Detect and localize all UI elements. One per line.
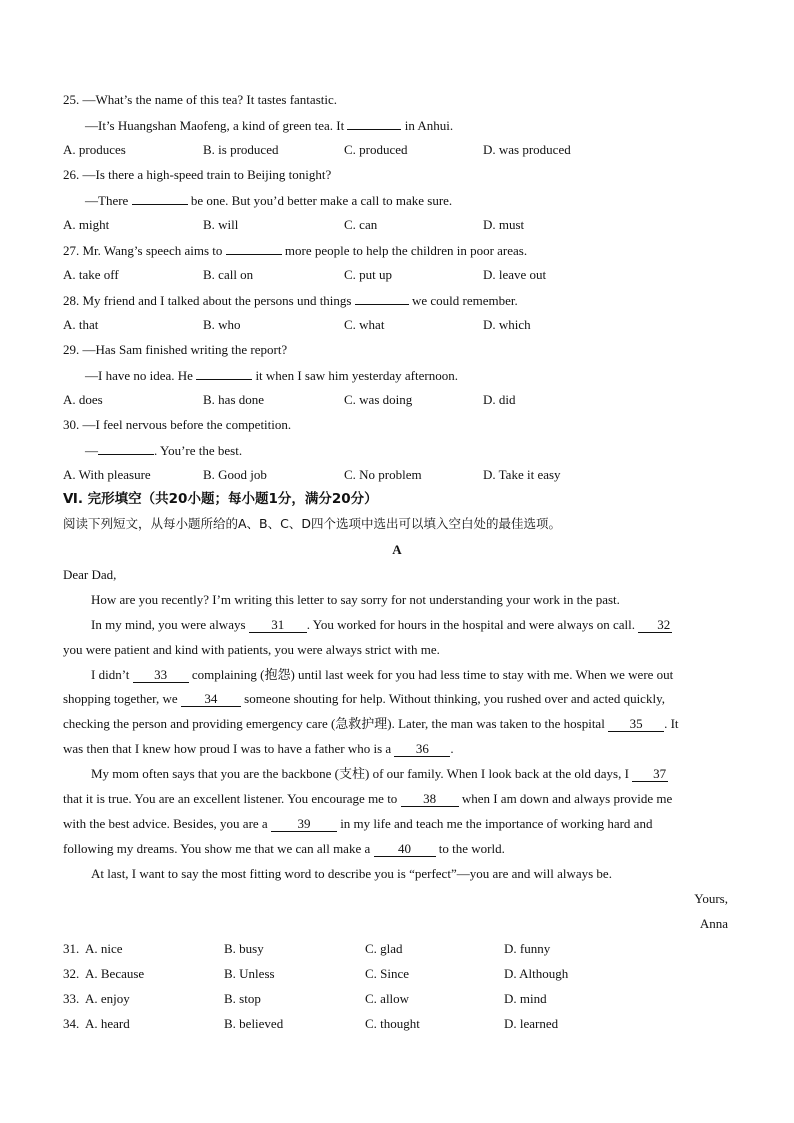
question-number: 26. [63,167,80,182]
letter-paragraph-3-line-1 [91,667,673,683]
question-30-reply [85,442,242,459]
option-a[interactable]: A. enjoy [85,991,130,1006]
cloze-blank-39[interactable]: 39 [271,817,337,832]
option-c[interactable]: C. can [344,217,378,232]
option-a[interactable]: A. nice [85,941,123,956]
question-number: 27. [63,243,80,258]
letter-paragraph-4-line-1 [91,766,668,782]
cloze-blank-37[interactable]: 37 [632,767,668,782]
option-d[interactable]: D. funny [504,941,551,956]
option-b[interactable]: B. busy [224,941,264,956]
question-text: be one. But you’d better make a call to make sure. [190,193,453,208]
question-text: . You’re the best. [154,443,243,458]
option-a[interactable]: A. might [63,217,110,232]
option-b[interactable]: B. stop [224,991,261,1006]
option-a[interactable]: A. With pleasure [63,467,151,482]
question-text: in Anhui. [404,118,454,133]
letter-paragraph-3-line-4 [63,741,454,757]
option-d[interactable]: D. was produced [483,142,571,157]
question-text: —I have no idea. He [85,368,197,383]
question-26-stem: 26. —Is there a high-speed train to Beijing tonight? [63,167,332,182]
letter-text: . You worked for hours in the hospital and were always on call. [306,617,639,632]
letter-paragraph-2-line-1 [91,617,672,633]
letter-paragraph-4-line-3 [63,816,652,832]
option-b[interactable]: B. will [203,217,239,232]
answer-blank [132,192,188,205]
option-a[interactable]: A. heard [85,1016,130,1031]
question-text: Mr. Wang’s speech aims to [82,243,226,258]
option-d[interactable]: D. must [483,217,525,232]
option-c[interactable]: C. No problem [344,467,422,482]
question-text: more people to help the children in poor areas. [284,243,528,258]
letter-paragraph-3-line-3 [63,716,679,732]
option-d[interactable]: D. did [483,392,516,407]
question-25-stem [63,92,337,108]
letter-greeting: Dear Dad, [63,567,117,582]
option-d[interactable]: D. learned [504,1016,559,1031]
question-29-stem [63,342,287,358]
option-a[interactable]: A. that [63,317,99,332]
letter-text: . [450,741,454,756]
question-text: it when I saw him yesterday afternoon. [255,368,458,383]
option-b[interactable]: B. is produced [203,142,279,157]
cloze-question-number: 31. [63,941,80,956]
question-text: —It’s Huangshan Maofeng, a kind of green tea. It [85,118,348,133]
option-a[interactable]: A. take off [63,267,119,282]
question-number: 29. [63,342,80,357]
option-a[interactable]: A. produces [63,142,126,157]
letter-text: when I am down and always provide me [458,791,673,806]
letter-paragraph-4-line-4 [63,841,505,857]
option-c[interactable]: C. was doing [344,392,413,407]
letter-text: with the best advice. Besides, you are a [63,816,271,831]
question-29-reply [85,367,458,384]
question-text: we could remember. [411,293,518,308]
option-d[interactable]: D. Take it easy [483,467,561,482]
option-c[interactable]: C. produced [344,142,408,157]
question-27-stem [63,242,527,259]
option-d[interactable]: D. mind [504,991,547,1006]
question-30-stem [63,417,291,433]
option-c[interactable]: C. Since [365,966,410,981]
option-c[interactable]: C. allow [365,991,410,1006]
section-instruction: 阅读下列短文，从每小题所给的A、B、C、D四个选项中选出可以填入空白处的最佳选项。 [63,516,561,531]
cloze-blank-33[interactable]: 33 [133,668,189,683]
answer-blank [355,292,409,305]
option-d[interactable]: D. leave out [483,267,547,282]
cloze-blank-31[interactable]: 31 [249,618,307,633]
question-25-reply [85,117,453,134]
option-b[interactable]: B. who [203,317,241,332]
cloze-blank-35[interactable]: 35 [608,717,664,732]
question-text: —What’s the name of this tea? It tastes fantastic. [82,92,337,107]
letter-text: that it is true. You are an excellent listener. You encourage me to [63,791,401,806]
letter-text: checking the person and providing emergency care (急救护理). Later, the man was taken to the hospital [63,716,609,731]
letter-paragraph-2-line-2: you were patient and kind with patients, you were always strict with me. [63,642,440,657]
answer-blank [226,242,282,255]
question-number: 30. [63,417,80,432]
cloze-blank-32[interactable]: 32 [638,618,672,633]
letter-text: someone shouting for help. Without thinking, you rushed over and acted quickly, [240,691,665,706]
option-a[interactable]: A. does [63,392,103,407]
option-b[interactable]: B. Unless [224,966,275,981]
letter-paragraph-5: At last, I want to say the most fitting word to describe you is “perfect”—you are and will always be. [91,866,612,881]
question-text: —There [85,193,132,208]
letter-text: I didn’t [91,667,133,682]
question-number: 25. [63,92,80,107]
question-28-stem [63,292,518,309]
letter-signature: Anna [699,916,728,931]
option-c[interactable]: C. thought [365,1016,420,1031]
option-d[interactable]: D. which [483,317,531,332]
option-a[interactable]: A. Because [85,966,145,981]
question-text: —I feel nervous before the competition. [82,417,292,432]
option-b[interactable]: B. call on [203,267,254,282]
option-d[interactable]: D. Although [504,966,569,981]
letter-paragraph-1: How are you recently? I’m writing this letter to say sorry for not understanding your work in the past. [91,592,620,607]
letter-paragraph-3-line-2 [63,691,665,707]
answer-blank [98,442,154,455]
question-text: — [85,443,98,458]
section-title: Ⅵ. 完形填空（共20小题；每小题1分，满分20分） [63,491,378,507]
letter-paragraph-4-line-2 [63,791,672,807]
letter-text: in my life and teach me the importance of working hard and [336,816,653,831]
letter-text: In my mind, you were always [91,617,249,632]
letter-text: My mom often says that you are the backbone (支柱) of our family. When I look back at the old days, I [91,766,633,781]
answer-blank [196,367,252,380]
letter-text: . It [664,716,679,731]
cloze-blank-38[interactable]: 38 [401,792,459,807]
cloze-blank-40[interactable]: 40 [374,842,436,857]
cloze-blank-36[interactable]: 36 [394,742,450,757]
option-c[interactable]: C. put up [344,267,393,282]
option-b[interactable]: B. has done [203,392,265,407]
letter-text: complaining (抱怨) until last week for you had less time to stay with me. When we were out [188,667,674,682]
option-b[interactable]: B. Good job [203,467,267,482]
question-text: —Has Sam finished writing the report? [82,342,288,357]
cloze-question-number: 34. [63,1016,80,1031]
option-c[interactable]: C. glad [365,941,403,956]
cloze-question-number: 32. [63,966,80,981]
question-26-reply [85,192,452,209]
letter-text: to the world. [435,841,505,856]
answer-blank [347,117,401,130]
option-b[interactable]: B. believed [224,1016,284,1031]
passage-label: A [392,542,402,557]
question-number: 28. [63,293,80,308]
letter-text: was then that I knew how proud I was to have a father who is a [63,741,395,756]
option-c[interactable]: C. what [344,317,385,332]
letter-text: following my dreams. You show me that we can all make a [63,841,374,856]
question-text: Is there a high-speed train to Beijing tonight? [95,167,332,182]
letter-text: shopping together, we [63,691,181,706]
question-text: My friend and I talked about the persons und things [82,293,355,308]
cloze-question-number: 33. [63,991,80,1006]
cloze-blank-34[interactable]: 34 [181,692,241,707]
letter-closing: Yours, [694,891,728,906]
